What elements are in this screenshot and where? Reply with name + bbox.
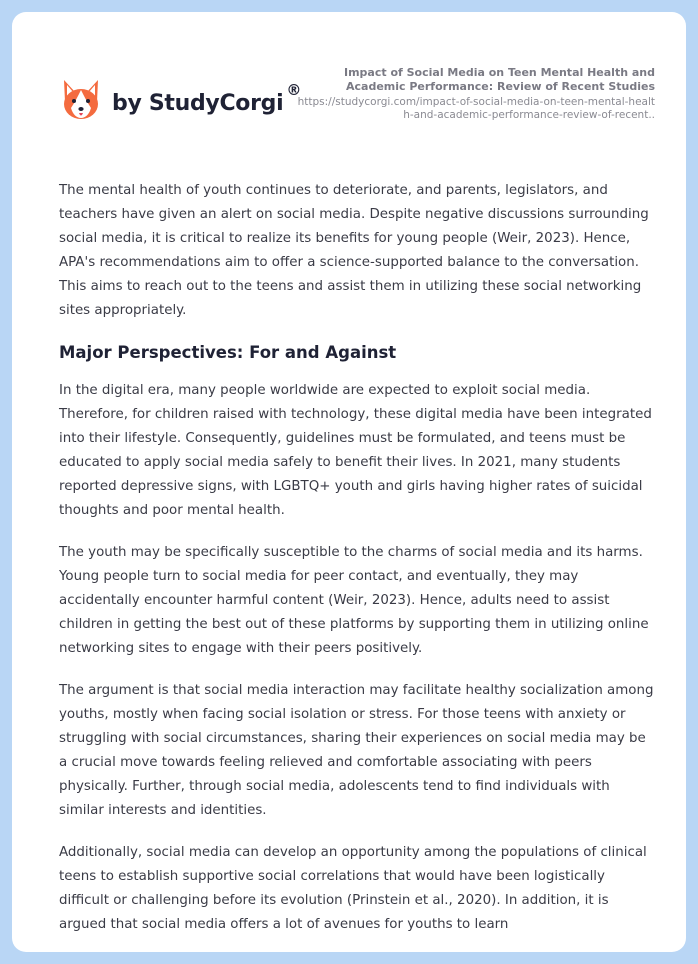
essay-body: [59, 179, 655, 952]
brand-name: by StudyCorgi: [112, 90, 284, 116]
corgi-logo-icon: [60, 78, 102, 124]
document-title: Impact of Social Media on Teen Mental Health and Academic Performance: Review of Recent Studies: [344, 66, 655, 93]
registered-mark: ®: [286, 81, 302, 99]
document-page: [12, 12, 686, 952]
intro-paragraph: The mental health of youth continues to deteriorate, and parents, legislators, and teachers have given an alert on social media. Despite negative discussions surrounding social media, it is critical to realize its benefits for young people (Weir, 2023). Hence, APA's recommendations aim to offer a science-supported balance to the conversation. This aims to reach out to the teens and assist them in utilizing these social networking sites appropriately.: [59, 183, 649, 318]
page-header: [12, 12, 686, 152]
body-paragraph: In the digital era, many people worldwide are expected to exploit social media. Therefore, for children raised with technology, these digital media have been integrated into their lifestyle. Consequently, guidelines must be formulated, and teens must be educated to apply social media safely to benefit their lives. In 2021, many students reported depressive signs, with LGBTQ+ youth and girls having higher rates of suicidal thoughts and poor mental health.: [59, 383, 652, 518]
document-url[interactable]: https://studycorgi.com/impact-of-social-media-on-teen-mental-health-and-academic-performance-review-of-recent..: [297, 96, 655, 121]
studycorgi-logo[interactable]: [60, 76, 301, 126]
document-meta: [295, 66, 655, 122]
body-paragraph: The youth may be specifically susceptible to the charms of social media and its harms. Young people turn to social media for peer contact, and eventually, they may accidentally encounter harmful content (Weir, 2023). Hence, adults need to assist children in getting the best out of these platforms by supporting them in utilizing online networking sites to engage with their peers positively.: [59, 545, 649, 656]
body-paragraph: The argument is that social media interaction may facilitate healthy socialization among youths, mostly when facing social isolation or stress. For those teens with anxiety or struggling with social circumstances, sharing their experiences on social media may be a crucial move towards feeling relieved and comfortable associating with peers physically. Further, through social media, adolescents tend to find individuals with similar interests and identities.: [59, 683, 654, 818]
body-paragraph: Additionally, social media can develop an opportunity among the populations of clinical teens to establish supportive social correlations that would have been logistically difficult or challenging before its evolution (Prinstein et al., 2020). In addition, it is argued that social media offers a lot of avenues for youths to learn: [59, 845, 647, 932]
section-heading: Major Perspectives: For and Against: [59, 343, 397, 362]
